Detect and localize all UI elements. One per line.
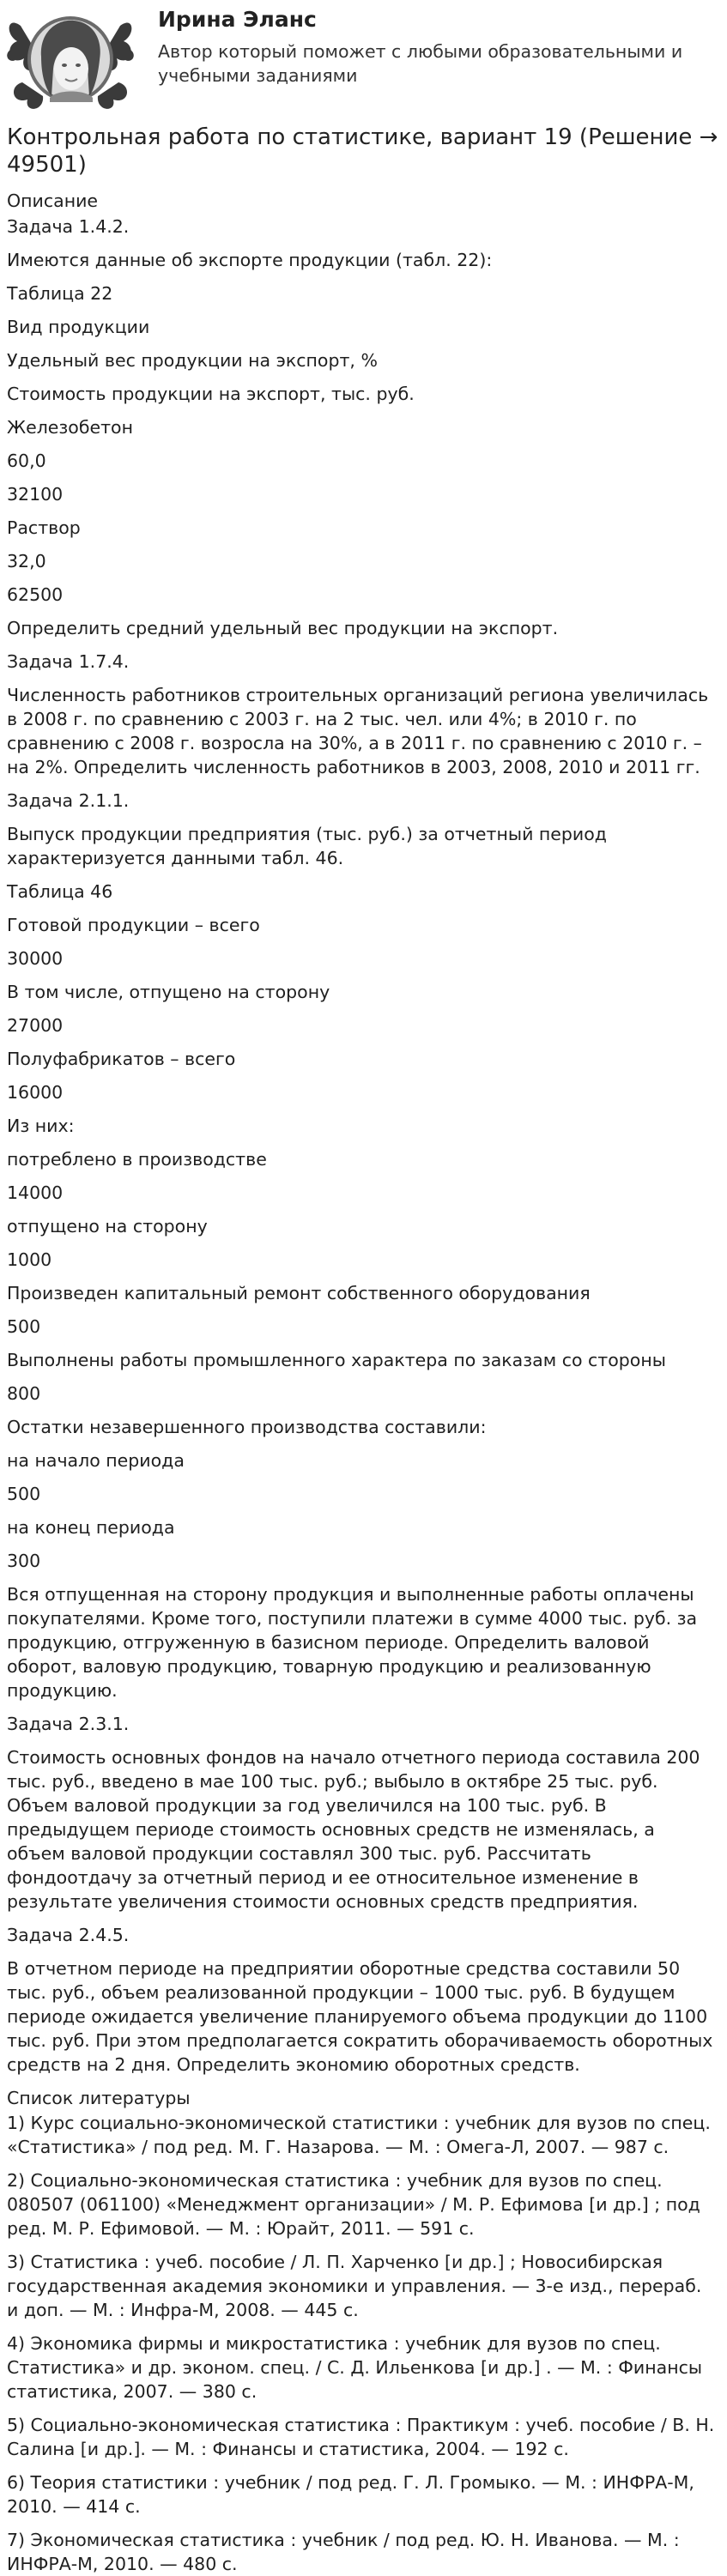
description-paragraph: 30000 xyxy=(7,948,64,969)
description-paragraph: 14000 xyxy=(7,1182,64,1203)
references-label: Список литературы xyxy=(7,2088,191,2108)
description-paragraph: Вся отпущенная на сторону продукция и выполненные работы оплачены покупателями. Кроме того, поступили платежи в сумме 4000 тыс. руб. за продукцию, отгруженную в базисном периоде. Определить валовой оборот, валовую продукцию, товарную продукцию и реализованную продукцию. xyxy=(7,1584,698,1701)
description-paragraph: Задача 1.7.4. xyxy=(7,651,130,672)
description-body xyxy=(7,215,718,2077)
description-paragraph: Численность работников строительных организаций региона увеличилась в 2008 г. по сравнению с 2003 г. на 2 тыс. чел. или 4%; в 2010 г. по сравнению с 2008 г. возросла на 30%, а в 2011 г. по сравнению с 2010 г. – на 2%. Определить численность работников в 2003, 2008, 2010 и 2011 гг. xyxy=(7,685,709,777)
description-paragraph: на начало периода xyxy=(7,1450,185,1471)
description-paragraph: на конец периода xyxy=(7,1517,175,1538)
description-label: Описание xyxy=(7,190,99,211)
description-paragraph: Задача 2.4.5. xyxy=(7,1925,130,1945)
description-paragraph: Таблица 46 xyxy=(7,881,113,902)
description-paragraph: Стоимость основных фондов на начало отчетного периода составила 200 тыс. руб., введено в мае 100 тыс. руб.; выбыло в октябре 25 тыс. руб. Объем валовой продукции за год увеличился на 100 тыс. руб. В предыдущем периоде стоимость основных средств не изменялась, а объем валовой продукции составлял 300 тыс. руб. Рассчитать фондоотдачу за отчетный период и ее относительное изменение в результате увеличения стоимости основных средств предприятия. xyxy=(7,1747,700,1912)
author-description: Автор который поможет с любыми образовательными и учебными заданиями xyxy=(158,41,683,86)
description-paragraph: Готовой продукции – всего xyxy=(7,915,260,935)
description-paragraph: Полуфабрикатов – всего xyxy=(7,1049,236,1069)
reference-item: 3) Статистика : учеб. пособие / Л. П. Харченко [и др.] ; Новосибирская государственная академия экономики и управления. — 3-е изд., перераб. и доп. — М. : Инфра-М, 2008. — 445 с. xyxy=(7,2252,702,2320)
page-title: Контрольная работа по статистике, вариант 19 (Решение → 49501) xyxy=(7,124,718,178)
description-paragraph: В отчетном периоде на предприятии оборотные средства составили 50 тыс. руб., объем реализованной продукции – 1000 тыс. руб. В будущем периоде ожидается увеличение планируемого объема продукции до 1100 тыс. руб. При этом предполагается сократить оборачиваемость оборотных средств на 2 дня. Определить экономию оборотных средств. xyxy=(7,1958,713,2075)
description-paragraph: 32,0 xyxy=(7,551,46,571)
description-paragraph: Задача 2.1.1. xyxy=(7,790,130,811)
reference-item: 2) Социально-экономическая статистика : учебник для вузов по спец. 080507 (061100) «Менеджмент организации» / М. Р. Ефимова [и др.] ; под ред. М. Р. Ефимовой. — М. : Юрайт, 2011. — 591 с. xyxy=(7,2170,700,2239)
description-paragraph: Вид продукции xyxy=(7,317,150,337)
description-paragraph: 300 xyxy=(7,1551,41,1571)
description-paragraph: Произведен капитальный ремонт собственного оборудования xyxy=(7,1283,591,1303)
description-paragraph: отпущено на сторону xyxy=(7,1216,208,1237)
description-paragraph: 800 xyxy=(7,1383,41,1404)
description-paragraph: Таблица 22 xyxy=(7,283,113,304)
reference-item: 6) Теория статистики : учебник / под ред. Г. Л. Громыко. — М. : ИНФРА-М, 2010. — 414 с. xyxy=(7,2472,694,2517)
description-paragraph: Раствор xyxy=(7,517,81,538)
description-paragraph: Из них: xyxy=(7,1116,75,1136)
references-list xyxy=(7,2111,718,2576)
description-paragraph: Выполнены работы промышленного характера по заказам со стороны xyxy=(7,1350,666,1370)
description-paragraph: Остатки незавершенного производства составили: xyxy=(7,1417,487,1437)
description-paragraph: Выпуск продукции предприятия (тыс. руб.) за отчетный период характеризуется данными табл. 46. xyxy=(7,824,607,868)
description-paragraph: 16000 xyxy=(7,1082,64,1103)
description-paragraph: потреблено в производстве xyxy=(7,1149,267,1170)
description-paragraph: Имеются данные об экспорте продукции (табл. 22): xyxy=(7,250,493,270)
reference-item: 1) Курс социально-экономической статистики : учебник для вузов по спец. «Статистика» / под ред. М. Г. Назарова. — М. : Омега-Л, 2007. — 987 с. xyxy=(7,2113,711,2157)
description-paragraph: 500 xyxy=(7,1484,41,1504)
author-header xyxy=(0,0,727,120)
description-paragraph: 62500 xyxy=(7,584,64,605)
description-paragraph: Определить средний удельный вес продукции на экспорт. xyxy=(7,618,559,638)
description-paragraph: Удельный вес продукции на экспорт, % xyxy=(7,350,378,371)
description-paragraph: Железобетон xyxy=(7,417,133,438)
description-paragraph: В том числе, отпущено на сторону xyxy=(7,982,330,1002)
description-paragraph: Стоимость продукции на экспорт, тыс. руб. xyxy=(7,384,415,404)
description-paragraph: 1000 xyxy=(7,1249,52,1270)
reference-item: 5) Социально-экономическая статистика : Практикум : учеб. пособие / В. Н. Салина [и др.]. — М. : Финансы и статистика, 2004. — 192 с. xyxy=(7,2415,715,2459)
content xyxy=(0,124,727,2576)
description-paragraph: 60,0 xyxy=(7,450,46,471)
description-paragraph: 32100 xyxy=(7,484,64,505)
avatar[interactable] xyxy=(5,7,136,112)
description-paragraph: 500 xyxy=(7,1316,41,1337)
description-paragraph: 27000 xyxy=(7,1015,64,1036)
description-paragraph: Задача 1.4.2. xyxy=(7,216,130,237)
author-name[interactable]: Ирина Эланс xyxy=(158,7,317,32)
reference-item: 7) Экономическая статистика : учебник / под ред. Ю. Н. Иванова. — М. : ИНФРА-М, 2010. — 480 с. xyxy=(7,2530,680,2574)
description-paragraph: Задача 2.3.1. xyxy=(7,1714,130,1734)
reference-item: 4) Экономика фирмы и микростатистика : учебник для вузов по спец. Статистика» и др. эконом. спец. / С. Д. Ильенкова [и др.] . — М. : Финансы статистика, 2007. — 380 с. xyxy=(7,2333,703,2402)
